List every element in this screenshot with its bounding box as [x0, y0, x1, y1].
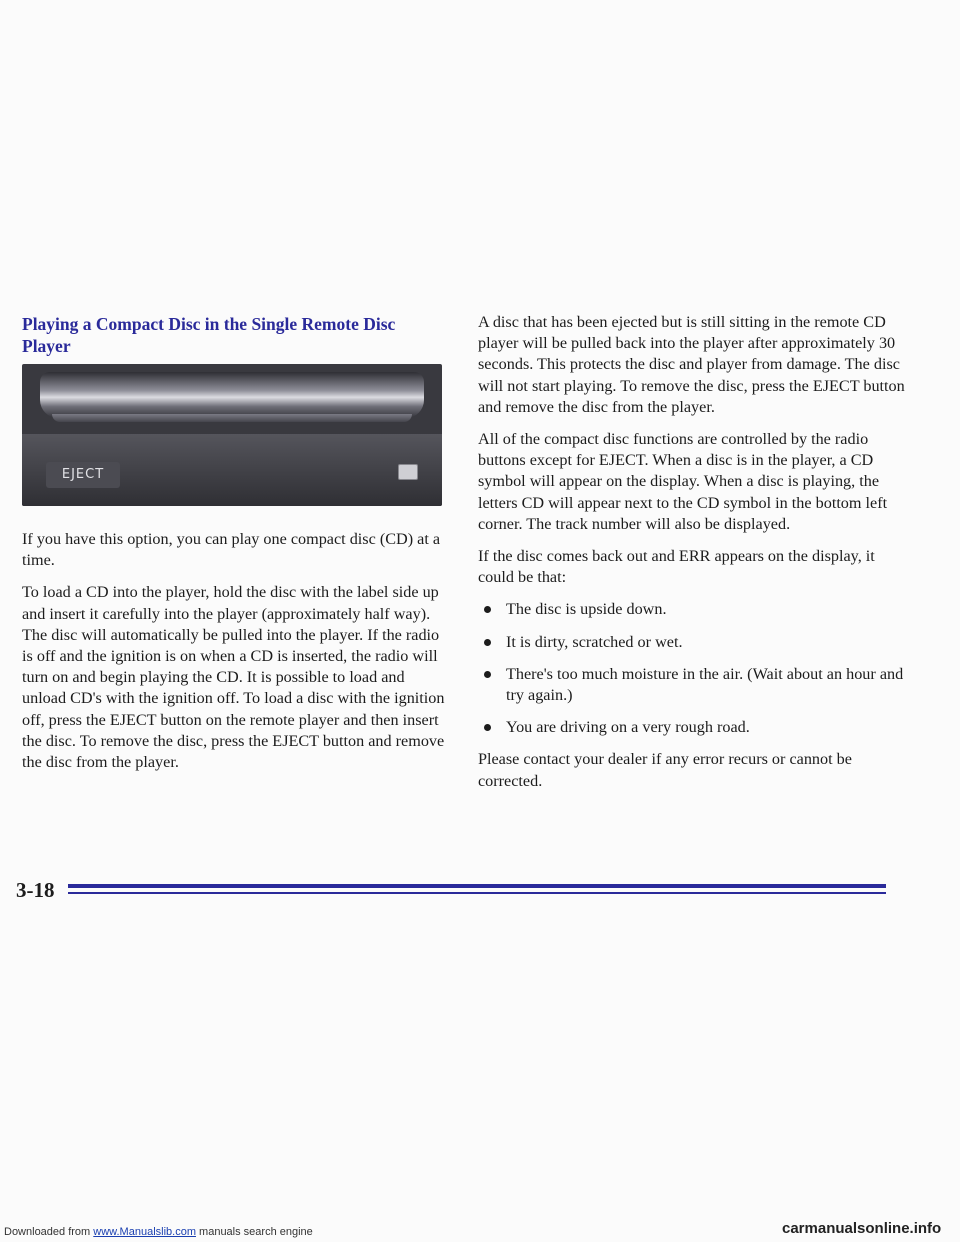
- cd-logo-icon: [398, 464, 418, 480]
- bullet-icon: [484, 724, 491, 731]
- footer-rule-thick: [68, 884, 886, 888]
- footer-prefix: Downloaded from: [4, 1226, 94, 1238]
- error-causes-list: [478, 599, 910, 738]
- section-heading: Playing a Compact Disc in the Single Remote Disc Player: [22, 314, 396, 356]
- list-item: [478, 664, 910, 706]
- list-item: [478, 632, 910, 653]
- disc-slot: [40, 372, 424, 418]
- list-item: [478, 717, 910, 738]
- list-item-text: The disc is upside down.: [506, 600, 667, 619]
- footer-rule-thin: [68, 892, 886, 894]
- footer-suffix: manuals search engine: [195, 1226, 313, 1238]
- list-item-text: It is dirty, scratched or wet.: [506, 632, 683, 651]
- paragraph: Please contact your dealer if any error recurs or cannot be corrected.: [478, 750, 852, 790]
- cd-player-photo: [22, 364, 442, 506]
- left-column: [22, 529, 446, 784]
- page-number: 3-18: [16, 878, 55, 902]
- right-column: [478, 312, 910, 803]
- paragraph: To load a CD into the player, hold the disc with the label side up and insert it carefully into the player (approximately half way). The disc will automatically be pulled into the player. If the radio is off and the ignition is on when a CD is inserted, the radio will turn on and begin playing the CD. It is possible to load and unload CD's with the ignition off. To load a disc with the ignition off, press the EJECT button on the remote player and then insert the disc. To remove the disc, press the EJECT button and remove the disc from the player.: [22, 583, 445, 772]
- list-item-text: There's too much moisture in the air. (Wait about an hour and try again.): [506, 664, 904, 705]
- manualslib-link[interactable]: www.Manualslib.com: [93, 1226, 196, 1238]
- bullet-icon: [484, 606, 491, 613]
- download-footer: [4, 1226, 313, 1238]
- slot-lip: [52, 414, 412, 422]
- paragraph: If you have this option, you can play one compact disc (CD) at a time.: [22, 530, 441, 570]
- paragraph: A disc that has been ejected but is still sitting in the remote CD player will be pulled back into the player after approximately 30 seconds. This protects the disc and player from damage. The disc will not start playing. To remove the disc, press the EJECT button and remove the disc from the player.: [478, 313, 905, 416]
- bullet-icon: [484, 671, 491, 678]
- watermark-text: carmanualsonline.info: [782, 1220, 942, 1237]
- list-item: [478, 599, 910, 620]
- eject-button-photo: EJECT: [46, 462, 120, 488]
- paragraph: All of the compact disc functions are controlled by the radio buttons except for EJECT. When a disc is in the player, a CD symbol will appear on the display. When a disc is playing, the letters CD will appear next to the CD symbol in the bottom left corner. The track number will also be displayed.: [478, 430, 888, 533]
- bullet-icon: [484, 639, 491, 646]
- paragraph: If the disc comes back out and ERR appears on the display, it could be that:: [478, 547, 875, 587]
- list-item-text: You are driving on a very rough road.: [506, 718, 750, 737]
